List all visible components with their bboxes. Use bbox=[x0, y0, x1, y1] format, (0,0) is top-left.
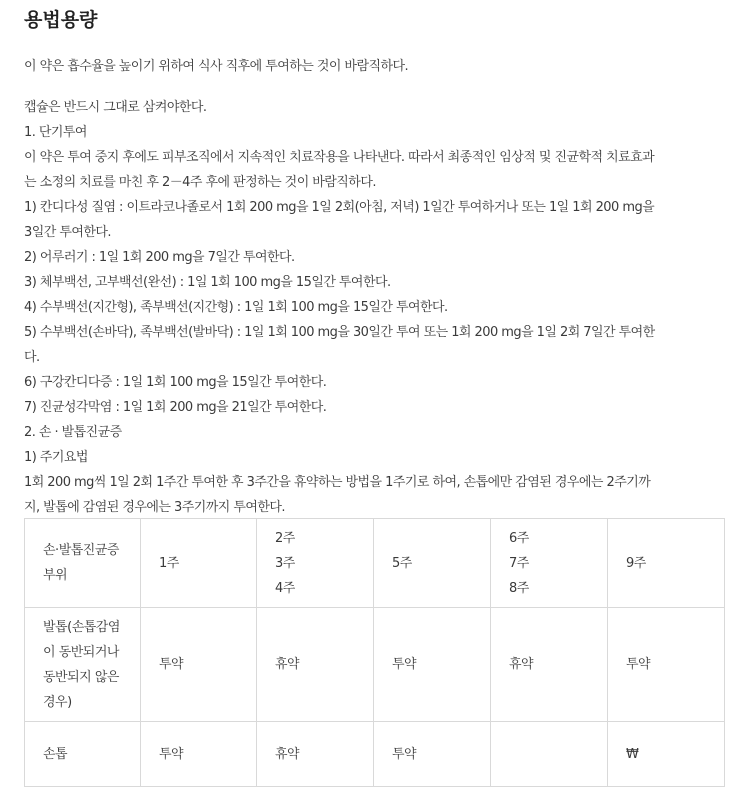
cell-text: 투약 bbox=[626, 657, 651, 672]
section-title: 용법용량 bbox=[24, 9, 98, 31]
cell-text: 8주 bbox=[509, 580, 529, 596]
dosing-cell bbox=[141, 722, 257, 787]
dosing-cycle-table bbox=[24, 518, 725, 787]
cell-text: 부위 bbox=[43, 568, 68, 583]
cell-text: 투약 bbox=[159, 657, 184, 672]
body-line: 1) 칸디다성 질염 : 이트라코나졸로서 1회 200 mg을 1일 2회(아침, 저녁) 1일간 투여하거나 또는 1일 1회 200 mg을 bbox=[24, 200, 655, 215]
cell-text: 투약 bbox=[159, 746, 184, 762]
table-row-toenail bbox=[25, 608, 725, 722]
cell-text: 투약 bbox=[392, 657, 417, 672]
paragraph-gap bbox=[24, 79, 724, 95]
cell-text: 1주 bbox=[159, 555, 179, 571]
dosing-cell bbox=[257, 608, 374, 722]
body-line: 3) 체부백선, 고부백선(완선) : 1일 1회 100 mg을 15일간 투여한다. bbox=[24, 275, 391, 290]
intro-line: 이 약은 흡수율을 높이기 위하여 식사 직후에 투여하는 것이 바람직하다. bbox=[24, 59, 409, 74]
cell-text: 4주 bbox=[275, 580, 295, 596]
week-cell bbox=[141, 519, 257, 608]
cell-text: 6주 bbox=[509, 530, 529, 546]
body-line: 1회 200 mg씩 1일 2회 1주간 투여한 후 3주간을 휴약하는 방법을 1주기로 하여, 손톱에만 감염된 경우에는 2주기까 bbox=[24, 475, 651, 490]
dosing-cell bbox=[257, 722, 374, 787]
cell-text: 7주 bbox=[509, 555, 529, 571]
table-row-fingernail bbox=[25, 722, 725, 787]
cell-text: 발톱(손톱감염 bbox=[43, 619, 120, 635]
body-line: 는 소정의 치료를 마친 후 2－4주 후에 판정하는 것이 바람직하다. bbox=[24, 175, 376, 190]
dosing-cell bbox=[491, 608, 608, 722]
row-label-cell bbox=[25, 608, 141, 722]
body-line: 7) 진균성각막염 : 1일 1회 200 mg을 21일간 투여한다. bbox=[24, 400, 327, 415]
body-line: 지, 발톱에 감염된 경우에는 3주기까지 투여한다. bbox=[24, 500, 285, 515]
cell-text: 휴약 bbox=[509, 657, 534, 672]
cell-text: 손톱 bbox=[43, 746, 68, 762]
dosing-cell bbox=[491, 722, 608, 787]
body-line: 2. 손 · 발톱진균증 bbox=[24, 425, 122, 440]
cell-text: 3주 bbox=[275, 555, 295, 571]
body-line: 다. bbox=[24, 350, 40, 365]
cell-text: 5주 bbox=[392, 555, 412, 571]
dosing-cell bbox=[374, 608, 491, 722]
cell-text: 동반되지 않은 bbox=[43, 669, 119, 685]
body-line: 4) 수부백선(지간형), 족부백선(지간형) : 1일 1회 100 mg을 15일간 투여한다. bbox=[24, 300, 448, 315]
cell-text: 휴약 bbox=[275, 657, 300, 672]
body-line: 1) 주기요법 bbox=[24, 450, 88, 465]
cell-text: 2주 bbox=[275, 530, 295, 546]
body-line: 6) 구강칸디다증 : 1일 1회 100 mg을 15일간 투여한다. bbox=[24, 375, 327, 390]
row-label-cell bbox=[25, 519, 141, 608]
week-cell bbox=[491, 519, 608, 608]
body-line: 3일간 투여한다. bbox=[24, 225, 111, 240]
table-row-weeks bbox=[25, 519, 725, 608]
dosing-cell bbox=[608, 722, 725, 787]
body-line: 2) 어루러기 : 1일 1회 200 mg을 7일간 투여한다. bbox=[24, 250, 295, 265]
body-line: 이 약은 투여 중지 후에도 피부조직에서 지속적인 치료작용을 나타낸다. 따라서 최종적인 임상적 및 진균학적 치료효과 bbox=[24, 150, 655, 165]
cell-text: 이 동반되거나 bbox=[43, 644, 119, 660]
cell-text: ₩ bbox=[626, 746, 639, 762]
dosing-cell bbox=[141, 608, 257, 722]
week-cell bbox=[257, 519, 374, 608]
dosing-cell bbox=[608, 608, 725, 722]
cell-text: 9주 bbox=[626, 555, 646, 571]
cell-text: 투약 bbox=[392, 746, 417, 762]
cell-text: 휴약 bbox=[275, 746, 300, 762]
week-cell bbox=[608, 519, 725, 608]
body-line: 1. 단기투여 bbox=[24, 125, 87, 140]
body-line: 5) 수부백선(손바닥), 족부백선(발바닥) : 1일 1회 100 mg을 30일간 투여 또는 1회 200 mg을 1일 2회 7일간 투여한 bbox=[24, 325, 655, 340]
dosing-cell bbox=[374, 722, 491, 787]
row-label-cell bbox=[25, 722, 141, 787]
cell-text: 경우) bbox=[43, 694, 72, 710]
dosage-text bbox=[24, 54, 724, 520]
cell-text: 손·발톱진균증 bbox=[43, 543, 119, 558]
body-line: 캡슐은 반드시 그대로 삼켜야한다. bbox=[24, 100, 207, 115]
week-cell bbox=[374, 519, 491, 608]
